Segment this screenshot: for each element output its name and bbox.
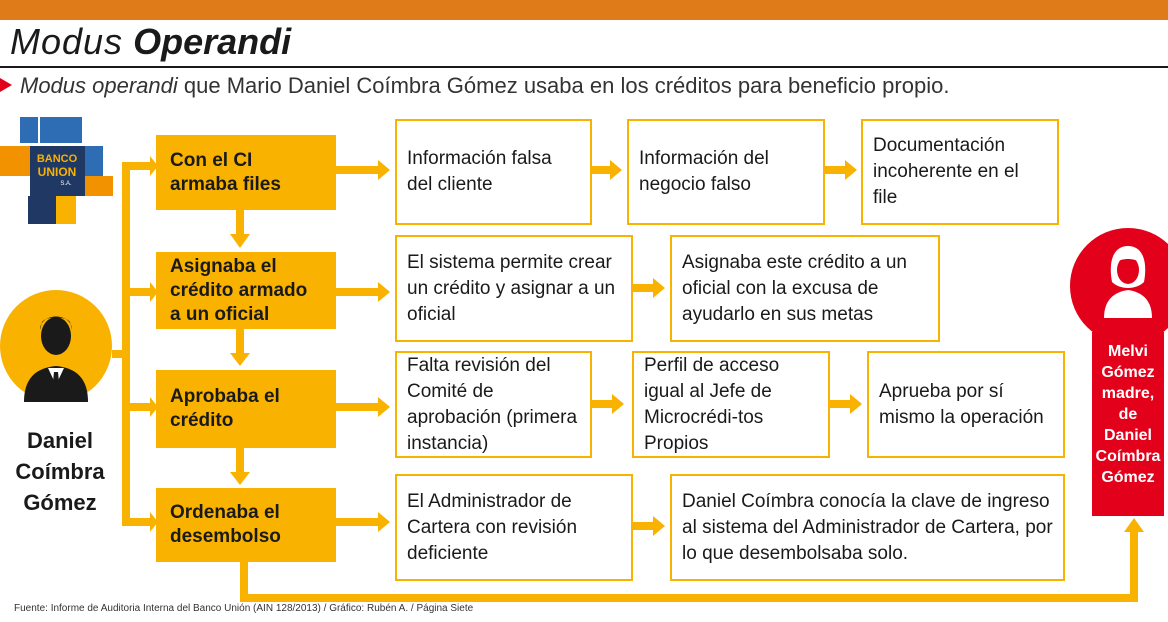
step-4-box-2: Daniel Coímbra conocía la clave de ingreso al sistema del Administrador de Cartera, por lo que desembolsaba solo.	[670, 474, 1065, 581]
step-1: Con el CI armaba files	[156, 135, 336, 210]
step-1-box-1: Información falsa del cliente	[395, 119, 592, 225]
melvi-line5: Daniel	[1103, 427, 1152, 444]
person-name-line3: Gómez	[23, 490, 97, 515]
person-name-line2: Coímbra	[15, 459, 105, 484]
title-bold: Operandi	[133, 21, 292, 62]
step-2: Asignaba el crédito armado a un oficial	[156, 252, 336, 329]
melvi-line3: madre,	[1101, 385, 1155, 402]
title-light: Modus	[10, 21, 124, 62]
melvi-line6: Coímbra	[1095, 448, 1161, 465]
step-1-box-2: Información del negocio falso	[627, 119, 825, 225]
step-3-box-2: Perfil de acceso igual al Jefe de Microcrédi-tos Propios	[632, 351, 830, 458]
step-2-box-2: Asignaba este crédito a un oficial con la excusa de ayudarlo en sus metas	[670, 235, 940, 342]
step-4: Ordenaba el desembolso	[156, 488, 336, 562]
person-name-line1: Daniel	[26, 428, 94, 453]
step-3: Aprobaba el crédito	[156, 370, 336, 448]
melvi-line7: Gómez	[1101, 469, 1155, 486]
melvi-line4: de	[1118, 406, 1138, 423]
logo-line3: S.A.	[60, 181, 72, 187]
melvi-line1: Melvi	[1107, 343, 1148, 360]
source-credit: Fuente: Informe de Auditoria Interna del Banco Unión (AIN 128/2013) / Gráfico: Rubén A. / Página Siete	[14, 603, 474, 614]
step-3-box-1: Falta revisión del Comité de aprobación (primera instancia)	[395, 351, 592, 458]
step-3-box-3: Aprueba por sí mismo la operación	[867, 351, 1065, 458]
subtitle-italic: Modus operandi	[20, 73, 178, 98]
melvi-label-box	[1092, 332, 1164, 516]
step-1-box-3: Documentación incoherente en el file	[861, 119, 1059, 225]
step-4-box-1: El Administrador de Cartera con revisión deficiente	[395, 474, 633, 581]
logo-line2: UNION	[37, 165, 77, 179]
step-2-box-1: El sistema permite crear un crédito y asignar a un oficial	[395, 235, 633, 342]
subtitle-rest: que Mario Daniel Coímbra Gómez usaba en los créditos para beneficio propio.	[183, 73, 950, 98]
melvi-line2: Gómez	[1101, 364, 1155, 381]
person-name	[10, 425, 110, 518]
logo-line1: BANCO	[36, 153, 78, 165]
